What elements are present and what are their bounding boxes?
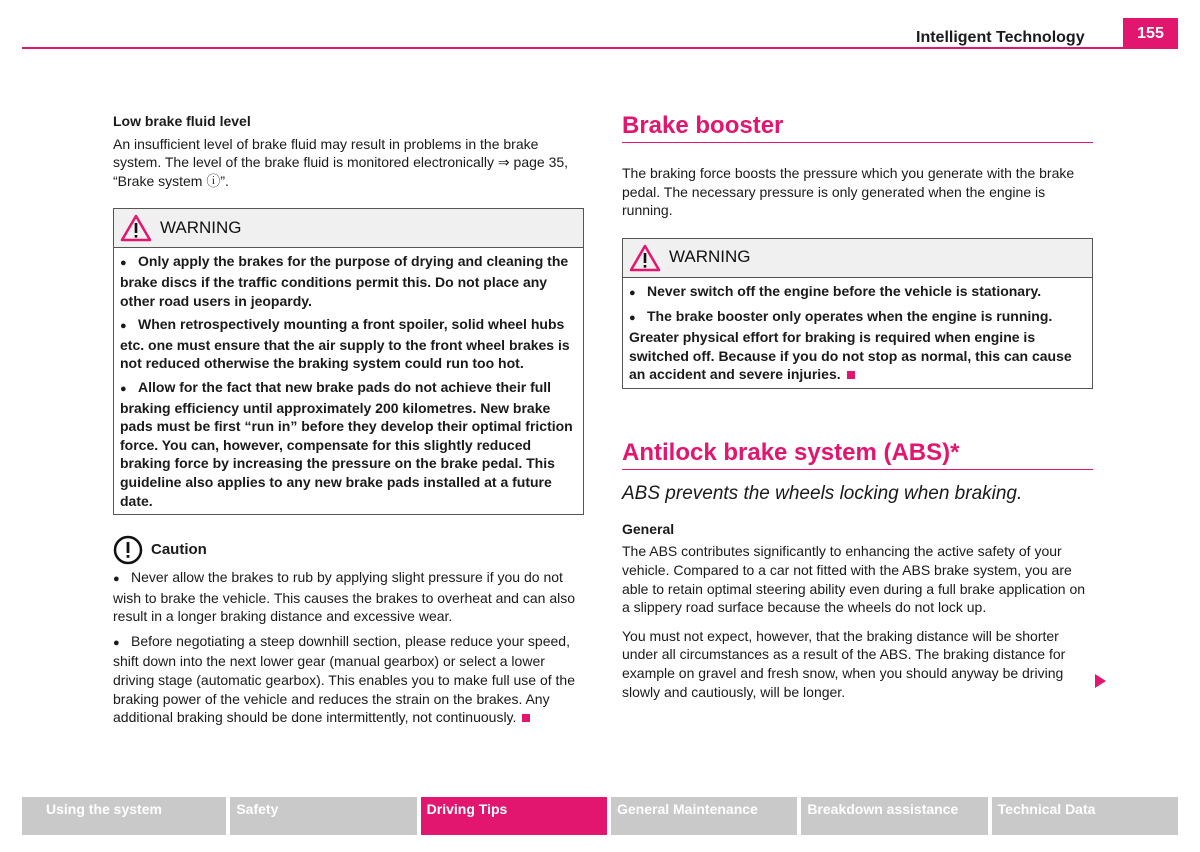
left-column (113, 112, 584, 727)
brake-booster-title: Brake booster (622, 112, 1093, 143)
warning-item (629, 307, 1086, 383)
warning-item (120, 378, 577, 510)
warning-item-text: The brake booster only operates when the engine is running. Greater physical effort for braking is required when engine is switched off. Because if you do not stop as normal, this can cause an accident and severe injuries. (629, 308, 1072, 383)
caution-label: Caution (151, 540, 207, 558)
bullet-icon (120, 252, 138, 273)
bullet-icon (629, 307, 647, 328)
tab-using-the-system[interactable]: Using the system (22, 797, 226, 835)
booster-warning-box (622, 238, 1093, 389)
footer-nav (22, 797, 1178, 835)
bullet-icon (120, 378, 138, 399)
continue-arrow-icon (1095, 674, 1106, 688)
caution-exclamation-icon (113, 535, 143, 565)
abs-general-text: The ABS contributes significantly to enhancing the active safety of your vehicle. Compared to a car not fitted with the ABS brake system, you are able to retain optimal steering ability even during a full brake application on a slippery road surface because the wheels do not lock up. (622, 543, 1086, 616)
warning-triangle-icon (629, 244, 661, 272)
warning-item (120, 252, 577, 310)
warning-item-text: When retrospectively mounting a front spoiler, solid wheel hubs etc. one must ensure that the air supply to the front wheel brakes is not reduced otherwise the braking system could run too hot. (120, 316, 570, 372)
warning-item (629, 282, 1086, 303)
abs-title: Antilock brake system (ABS)* (622, 439, 1093, 470)
bullet-icon (629, 282, 647, 303)
warning-label: WARNING (160, 218, 242, 238)
tab-safety[interactable]: Safety (230, 797, 416, 835)
caution-body (113, 568, 584, 727)
warning-box (113, 208, 584, 515)
warning-triangle-icon (120, 214, 152, 242)
general-heading: General (622, 520, 675, 537)
section-end-icon (847, 371, 855, 379)
tab-general-maintenance[interactable]: General Maintenance (611, 797, 797, 835)
warning-body (114, 248, 583, 514)
caution-item (113, 568, 584, 626)
bullet-icon (113, 632, 131, 653)
caution-item (113, 632, 584, 727)
tab-driving-tips[interactable]: Driving Tips (421, 797, 607, 835)
header-rule (22, 47, 1178, 49)
brake-booster-text: The braking force boosts the pressure which you generate with the brake pedal. The necessary pressure is only generated when the engine is running. (622, 165, 1075, 219)
warning-label: WARNING (669, 247, 751, 267)
caution-header (113, 535, 584, 565)
low-brake-fluid-heading: Low brake fluid level (113, 113, 251, 129)
caution-item-text: Before negotiating a steep downhill section, please reduce your speed, shift down into the next lower gear (manual gearbox) or select a lower driving stage (automatic gearbox). This enables you to make full use of the braking power of the vehicle and reduces the strain on the brakes. Any additional braking should be done intermittently, not continuously. (113, 632, 575, 726)
tab-technical-data[interactable]: Technical Data (992, 797, 1178, 835)
bullet-icon (113, 568, 131, 589)
low-brake-fluid-text: An insufficient level of brake fluid may result in problems in the brake system. The level of the brake fluid is monitored electronically ⇒ page 35, “Brake system ⓘ”. (113, 135, 569, 189)
abs-distance-text: You must not expect, however, that the braking distance will be shorter under all circumstances as a result of the ABS. The braking distance for example on gravel and fresh snow, when you should anyway be driving slowly and cautiously, will be longer. (622, 627, 1066, 700)
warning-header (114, 209, 583, 248)
caution-item-text: Never allow the brakes to rub by applying slight pressure if you do not wish to brake the vehicle. This causes the brakes to overheat and can also result in a longer braking distance and excessive wear. (113, 569, 576, 625)
tab-breakdown-assistance[interactable]: Breakdown assistance (801, 797, 987, 835)
bullet-icon (120, 315, 138, 336)
right-column (622, 112, 1093, 701)
warning-item-text: Never switch off the engine before the vehicle is stationary. (647, 282, 1042, 299)
warning-item (120, 315, 577, 373)
warning-header (623, 239, 1092, 278)
warning-item-text: Allow for the fact that new brake pads do not achieve their full braking efficiency until approximately 200 kilometres. New brake pads must be first “run in” before they develop their optimal friction force. You can, however, compensate for this slightly reduced braking force by increasing the pressure on the brake pedal. This guideline also applies to any new brake pads installed at a future date. (120, 378, 573, 509)
warning-item-text: Only apply the brakes for the purpose of drying and cleaning the brake discs if the traffic conditions permit this. Do not place any other road users in jeopardy. (120, 253, 569, 309)
section-end-icon (522, 714, 530, 722)
abs-lead: ABS prevents the wheels locking when braking. (622, 482, 1023, 504)
warning-body (623, 278, 1092, 388)
chapter-title: Intelligent Technology (916, 29, 1085, 46)
page-number: 155 (1123, 18, 1178, 49)
